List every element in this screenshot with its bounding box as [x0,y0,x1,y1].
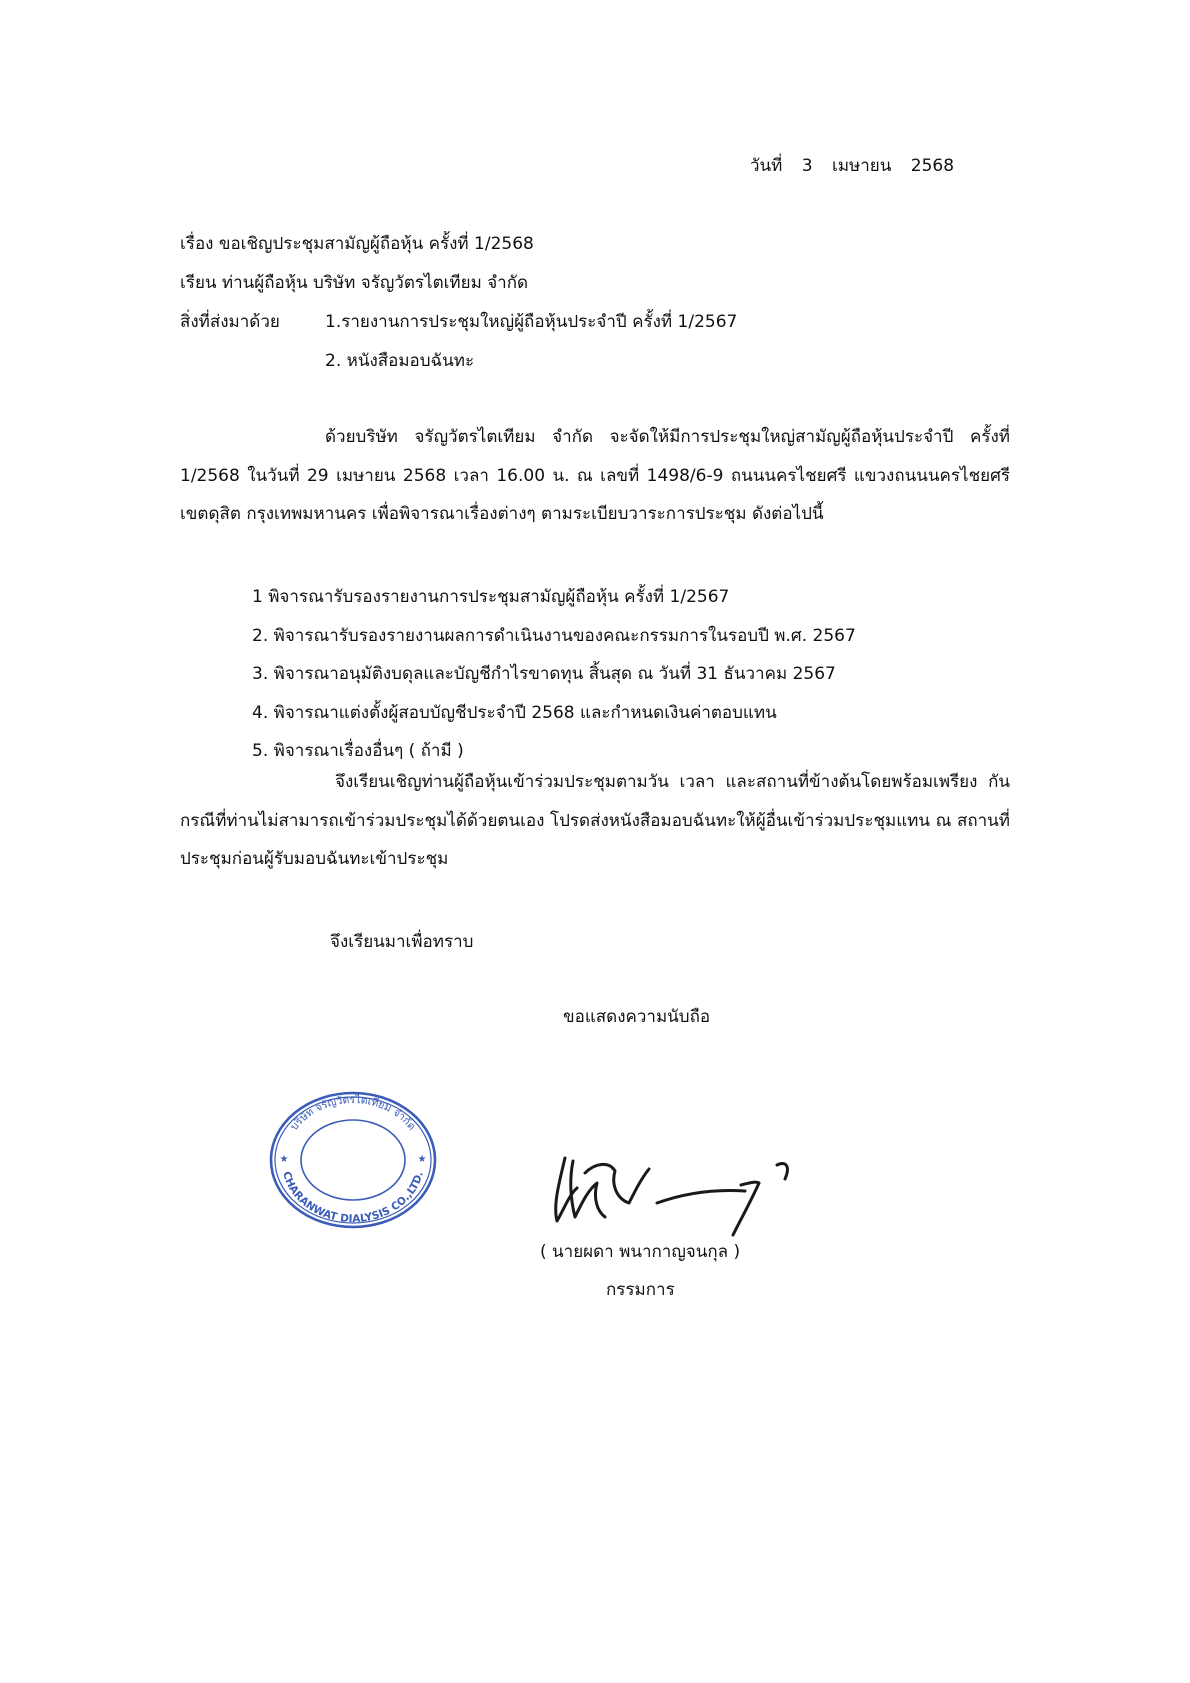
date-day: 3 [801,156,813,176]
agenda-item: 5. พิจารณาเรื่องอื่นๆ ( ถ้ามี ) [252,741,464,761]
svg-text:★: ★ [417,1154,427,1165]
date-year: 2568 [910,156,955,176]
closing-line: จึงเรียนมาเพื่อทราบ [330,932,474,952]
svg-text:CHARANWAT DIALYSIS CO.,LTD.: CHARANWAT DIALYSIS CO.,LTD. [280,1170,426,1226]
recipient-line: เรียน ท่านผู้ถือหุ้น บริษัท จรัญวัตรไตเทียม จำกัด [180,273,529,293]
enclosure-item: 1.รายงานการประชุมใหญ่ผู้ถือหุ้นประจำปี ครั้งที่ 1/2567 [325,312,738,332]
signatory-name: ( นายผดา พนากาญจนกุล ) [540,1242,741,1262]
date-month: เมษายน [832,156,892,176]
svg-text:★: ★ [279,1154,289,1165]
subject-line: เรื่อง ขอเชิญประชุมสามัญผู้ถือหุ้น ครั้งที่ 1/2568 [180,234,534,254]
handwritten-signature [545,1143,815,1238]
enclosure-item: 2. หนังสือมอบฉันทะ [325,351,475,371]
svg-text:บริษัท จรัญวัตรไตเทียม จำกัด: บริษัท จรัญวัตรไตเทียม จำกัด [288,1093,418,1133]
company-seal [268,1090,438,1230]
date-label: วันที่ [750,156,783,176]
agenda-list [252,578,856,771]
regards-line: ขอแสดงความนับถือ [563,1007,711,1027]
enclosure-label: สิ่งที่ส่งมาด้วย [180,312,280,332]
agenda-item: 2. พิจารณารับรองรายงานผลการดำเนินงานของคณะกรรมการในรอบปี พ.ศ. 2567 [252,625,856,646]
agenda-item: 3. พิจารณาอนุมัติงบดุลและบัญชีกำไรขาดทุน สิ้นสุด ณ วันที่ 31 ธันวาคม 2567 [252,664,836,684]
signatory-title: กรรมการ [606,1280,675,1300]
agenda-item: 4. พิจารณาแต่งตั้งผู้สอบบัญชีประจำปี 2568 และกำหนดเงินค่าตอบแทน [252,702,777,723]
invitation-paragraph: ด้วยบริษัท จรัญวัตรไตเทียม จำกัด จะจัดให้มีการประชุมใหญ่สามัญผู้ถือหุ้นประจำปี ครั้งที่ 1/2568 ในวันที่ 29 เมษายน 2568 เวลา 16.00 น. ณ เลขที่ 1498/6-9 ถนนนครไชยศรี แขวงถนนนครไชยศรี เขตดุสิต กรุงเทพมหานคร เพื่อพิจารณาเรื่องต่างๆ ตามระเบียบวาระการประชุม ดังต่อไปนี้ [180,427,1010,524]
attendance-paragraph: จึงเรียนเชิญท่านผู้ถือหุ้นเข้าร่วมประชุมตามวัน เวลา และสถานที่ข้างต้นโดยพร้อมเพรียง กันกรณีที่ท่านไม่สามารถเข้าร่วมประชุมได้ด้วยตนเอง โปรดส่งหนังสือมอบฉันทะให้ผู้อื่นเข้าร่วมประชุมแทน ณ สถานที่ประชุมก่อนผู้รับมอบฉันทะเข้าประชุม [180,772,1010,869]
agenda-item: 1 พิจารณารับรองรายงานการประชุมสามัญผู้ถือหุ้น ครั้งที่ 1/2567 [252,587,730,607]
letter-date [750,152,968,179]
